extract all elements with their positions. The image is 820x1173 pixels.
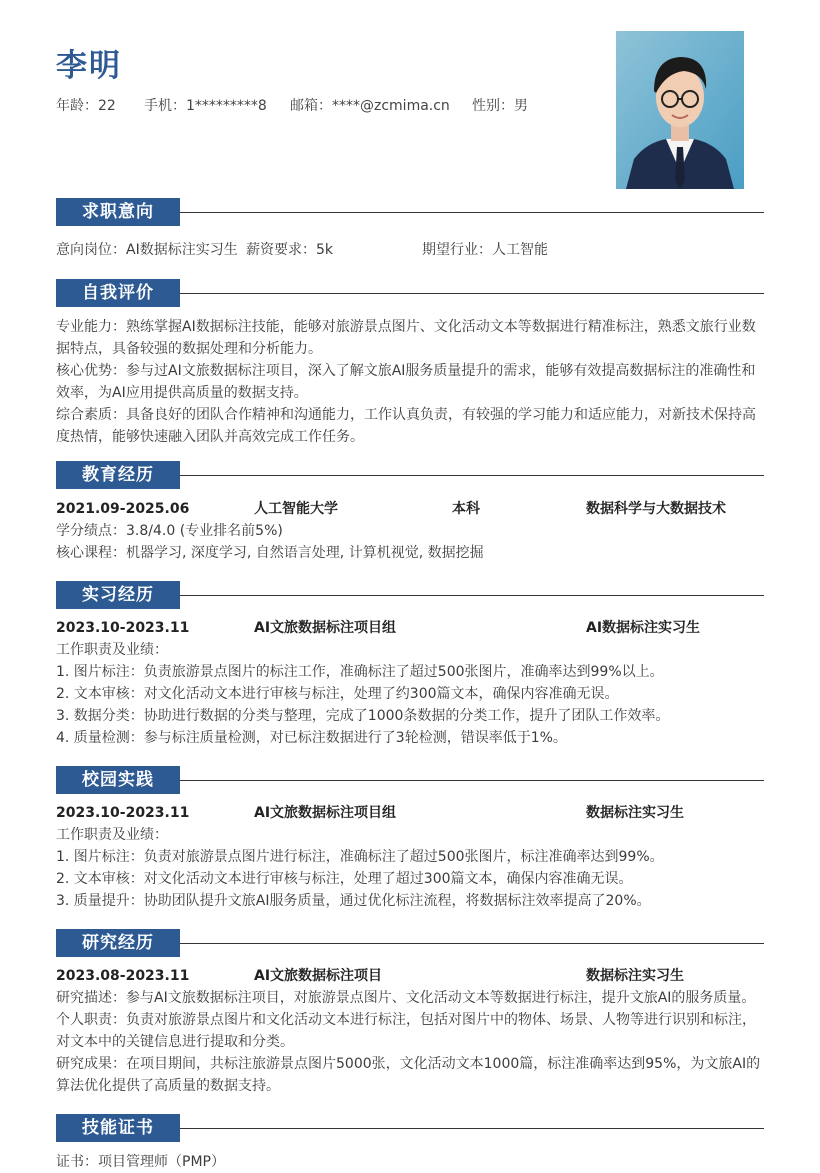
- intern-line: 2. 文本审核：对文化活动文本进行审核与标注，处理了约300篇文本，确保内容准确无误。: [56, 686, 619, 702]
- self-eval-item: 核心优势：参与过AI文旅数据标注项目，深入了解文旅AI服务质量提升的需求，能够有效提高数据标注的准确性和效率，为AI应用提供高质量的数据支持。: [56, 363, 756, 401]
- intent-salary: 薪资要求：5k: [246, 242, 334, 258]
- divider: [180, 293, 764, 294]
- edu-school: 人工智能大学: [254, 501, 338, 517]
- profile-photo: [616, 31, 744, 189]
- intent-position: 意向岗位：AI数据标注实习生: [56, 242, 238, 258]
- section-self-eval: [56, 279, 764, 448]
- phone: 手机：1*********8: [144, 98, 267, 114]
- self-eval-item: 综合素质：具备良好的团队合作精神和沟通能力，工作认真负责，有较强的学习能力和适应能力，对新技术保持高度热情，能够快速融入团队并高效完成工作任务。: [56, 407, 756, 445]
- research-org: AI文旅数据标注项目: [254, 968, 383, 984]
- research-item: 研究描述：参与AI文旅数据标注项目，对旅游景点图片、文化活动文本等数据进行标注，提升文旅AI的服务质量。: [56, 990, 756, 1006]
- edu-courses: 核心课程：机器学习, 深度学习, 自然语言处理, 计算机视觉, 数据挖掘: [56, 545, 484, 561]
- research-role: 数据标注实习生: [586, 968, 684, 984]
- divider: [180, 780, 764, 781]
- research-period: 2023.08-2023.11: [56, 968, 190, 984]
- skills-cert: 证书：项目管理师（PMP）: [56, 1154, 225, 1170]
- intern-line: 3. 数据分类：协助进行数据的分类与整理，完成了1000条数据的分类工作，提升了团队工作效率。: [56, 708, 670, 724]
- section-title: 校园实践: [56, 766, 180, 794]
- intern-line: 工作职责及业绩：: [56, 642, 168, 658]
- candidate-name: 李明: [56, 48, 122, 84]
- self-eval-item: 专业能力：熟练掌握AI数据标注技能，能够对旅游景点图片、文化活动文本等数据进行精准标注，熟悉文旅行业数据特点，具备较强的数据处理和分析能力。: [56, 319, 756, 357]
- campus-org: AI文旅数据标注项目组: [254, 805, 397, 821]
- campus-line: 1. 图片标注：负责对旅游景点图片进行标注，准确标注了超过500张图片，标注准确率达到99%。: [56, 849, 664, 865]
- intern-period: 2023.10-2023.11: [56, 620, 190, 636]
- age: 年龄：22: [56, 98, 116, 114]
- section-title: 自我评价: [56, 279, 180, 307]
- edu-degree: 本科: [452, 501, 480, 517]
- campus-period: 2023.10-2023.11: [56, 805, 190, 821]
- section-intent: [56, 198, 764, 261]
- divider: [180, 943, 764, 944]
- divider: [180, 595, 764, 596]
- intern-role: AI数据标注实习生: [586, 620, 701, 636]
- campus-line: 3. 质量提升：协助团队提升文旅AI服务质量，通过优化标注流程，将数据标注效率提高了20%。: [56, 893, 651, 909]
- section-skills: [56, 1114, 764, 1173]
- divider: [180, 475, 764, 476]
- intern-org: AI文旅数据标注项目组: [254, 620, 397, 636]
- section-title: 教育经历: [56, 461, 180, 489]
- campus-line: 工作职责及业绩：: [56, 827, 168, 843]
- intern-line: 4. 质量检测：参与标注质量检测，对已标注数据进行了3轮检测，错误率低于1%。: [56, 730, 567, 746]
- intern-line: 1. 图片标注：负责旅游景点图片的标注工作，准确标注了超过500张图片，准确率达到99%以上。: [56, 664, 664, 680]
- section-title: 实习经历: [56, 581, 180, 609]
- section-title: 研究经历: [56, 929, 180, 957]
- section-title: 技能证书: [56, 1114, 180, 1142]
- gender: 性别：男: [472, 98, 528, 114]
- edu-major: 数据科学与大数据技术: [586, 501, 726, 517]
- section-campus: [56, 766, 764, 912]
- campus-role: 数据标注实习生: [586, 805, 684, 821]
- campus-line: 2. 文本审核：对文化活动文本进行审核与标注，处理了超过300篇文本，确保内容准确无误。: [56, 871, 633, 887]
- research-item: 个人职责：负责对旅游景点图片和文化活动文本进行标注，包括对图片中的物体、场景、人物等进行识别和标注，对文本中的关键信息进行提取和分类。: [56, 1012, 756, 1050]
- email: 邮箱：****@zcmima.cn: [290, 98, 450, 114]
- divider: [180, 212, 764, 213]
- edu-gpa: 学分绩点：3.8/4.0 (专业排名前5%): [56, 523, 283, 539]
- section-research: [56, 929, 764, 1097]
- research-item: 研究成果：在项目期间，共标注旅游景点图片5000张，文化活动文本1000篇，标注准确率达到95%，为文旅AI的算法优化提供了高质量的数据支持。: [56, 1056, 761, 1094]
- divider: [180, 1128, 764, 1129]
- basic-info: [56, 95, 528, 115]
- intent-industry: 期望行业：人工智能: [422, 242, 548, 258]
- section-internship: [56, 581, 764, 749]
- section-education: [56, 461, 764, 564]
- section-title: 求职意向: [56, 198, 180, 226]
- edu-period: 2021.09-2025.06: [56, 501, 190, 517]
